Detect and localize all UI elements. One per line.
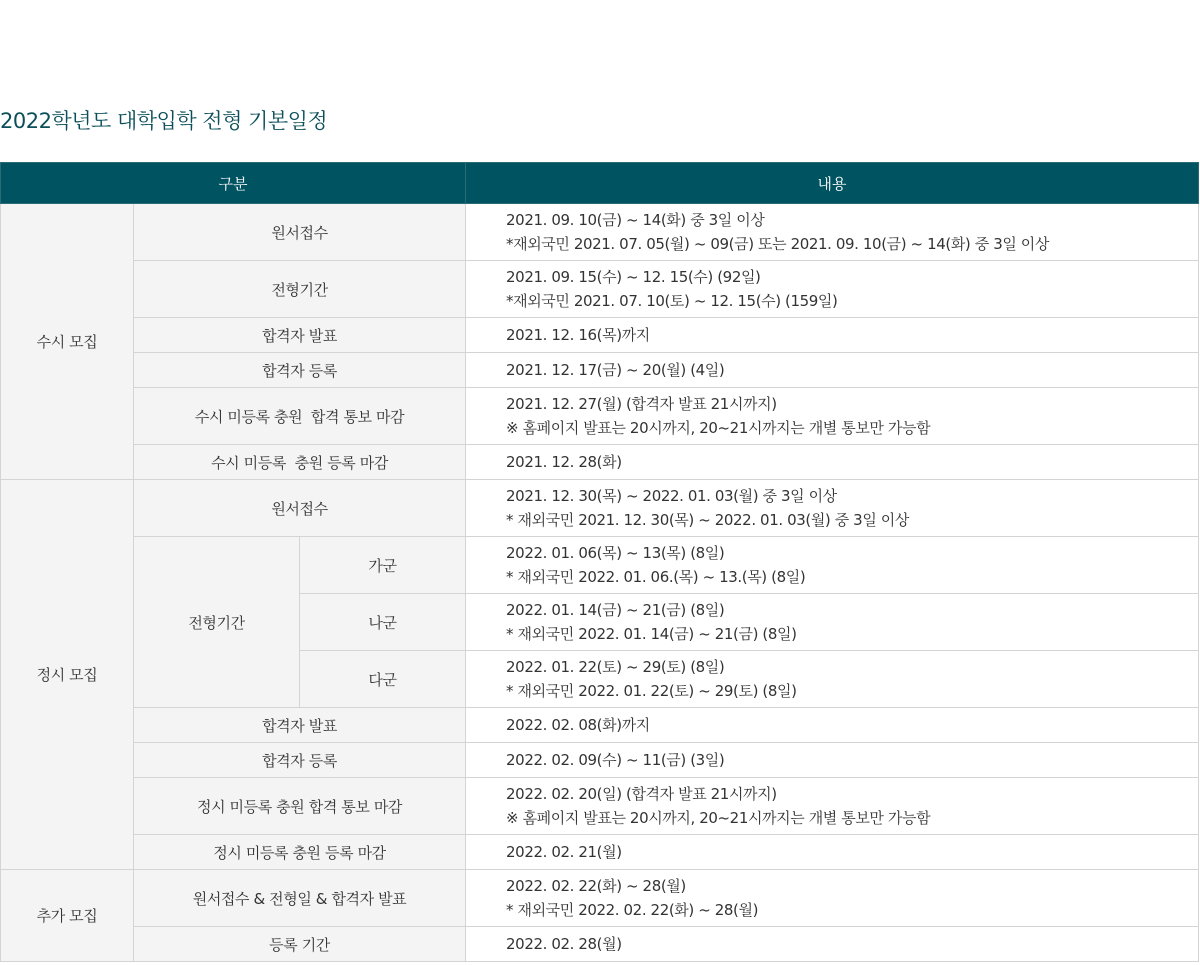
item-content	[466, 388, 1199, 445]
content-line: 2021. 09. 10(금) ~ 14(화) 중 3일 이상	[506, 211, 765, 229]
content-line: 2021. 12. 30(목) ~ 2022. 01. 03(월) 중 3일 이상	[506, 487, 837, 505]
content-line: *재외국민 2021. 07. 05(월) ~ 09(금) 또는 2021. 09. 10(금) ~ 14(화) 중 3일 이상	[506, 235, 1049, 253]
table-row	[1, 708, 1199, 743]
content-line: 2022. 02. 08(화)까지	[506, 716, 650, 734]
content-line: 2022. 02. 21(월)	[506, 843, 622, 861]
content-line: 2022. 01. 14(금) ~ 21(금) (8일)	[506, 601, 725, 619]
item-content	[466, 261, 1199, 318]
group-label: 가군	[300, 537, 466, 594]
table-row	[1, 743, 1199, 778]
content-line: 2022. 02. 09(수) ~ 11(금) (3일)	[506, 751, 725, 769]
group-label: 다군	[300, 651, 466, 708]
item-content	[466, 594, 1199, 651]
content-line: 2022. 02. 28(월)	[506, 935, 622, 953]
category-jeongsi: 정시 모집	[1, 480, 134, 870]
item-content	[466, 835, 1199, 870]
item-label: 원서접수	[134, 204, 466, 261]
item-label: 합격자 등록	[134, 353, 466, 388]
table-row	[1, 778, 1199, 835]
item-label: 등록 기간	[134, 927, 466, 962]
item-content	[466, 927, 1199, 962]
content-line: ※ 홈페이지 발표는 20시까지, 20~21시까지는 개별 통보만 가능함	[506, 419, 931, 437]
table-row	[1, 927, 1199, 962]
content-line: * 재외국민 2022. 02. 22(화) ~ 28(월)	[506, 901, 759, 919]
table-row	[1, 318, 1199, 353]
table-row	[1, 353, 1199, 388]
content-line: *재외국민 2021. 07. 10(토) ~ 12. 15(수) (159일)	[506, 292, 838, 310]
content-line: 2022. 01. 22(토) ~ 29(토) (8일)	[506, 658, 725, 676]
item-label: 수시 미등록 충원 등록 마감	[134, 445, 466, 480]
item-content	[466, 778, 1199, 835]
content-line: * 재외국민 2021. 12. 30(목) ~ 2022. 01. 03(월) 중 3일 이상	[506, 511, 909, 529]
table-row	[1, 870, 1199, 927]
content-line: * 재외국민 2022. 01. 14(금) ~ 21(금) (8일)	[506, 625, 797, 643]
content-line: 2021. 09. 15(수) ~ 12. 15(수) (92일)	[506, 268, 761, 286]
content-line: 2021. 12. 16(목)까지	[506, 326, 650, 344]
item-label: 수시 미등록 충원 합격 통보 마감	[134, 388, 466, 445]
content-line: 2022. 01. 06(목) ~ 13(목) (8일)	[506, 544, 725, 562]
item-label: 원서접수 & 전형일 & 합격자 발표	[134, 870, 466, 927]
table-row	[1, 204, 1199, 261]
category-susi: 수시 모집	[1, 204, 134, 480]
header-division: 구분	[1, 163, 466, 204]
item-label: 원서접수	[134, 480, 466, 537]
item-label: 합격자 발표	[134, 708, 466, 743]
table-row	[1, 261, 1199, 318]
content-line: * 재외국민 2022. 01. 22(토) ~ 29(토) (8일)	[506, 682, 797, 700]
item-label: 합격자 등록	[134, 743, 466, 778]
item-content	[466, 318, 1199, 353]
table-row	[1, 480, 1199, 537]
page-title: 2022학년도 대학입학 전형 기본일정	[0, 109, 328, 133]
table-row	[1, 388, 1199, 445]
content-line: 2022. 02. 22(화) ~ 28(월)	[506, 877, 686, 895]
item-content	[466, 445, 1199, 480]
item-label: 전형기간	[134, 261, 466, 318]
content-line: 2021. 12. 28(화)	[506, 453, 622, 471]
header-content: 내용	[466, 163, 1199, 204]
item-content	[466, 651, 1199, 708]
admission-schedule-table	[0, 162, 1199, 962]
table-row	[1, 445, 1199, 480]
item-content	[466, 353, 1199, 388]
content-line: 2022. 02. 20(일) (합격자 발표 21시까지)	[506, 785, 777, 803]
item-content	[466, 870, 1199, 927]
content-line: 2021. 12. 17(금) ~ 20(월) (4일)	[506, 361, 725, 379]
table-row	[1, 835, 1199, 870]
item-label-screening: 전형기간	[134, 537, 300, 708]
item-label: 정시 미등록 충원 등록 마감	[134, 835, 466, 870]
item-content	[466, 480, 1199, 537]
item-label: 정시 미등록 충원 합격 통보 마감	[134, 778, 466, 835]
category-chuga: 추가 모집	[1, 870, 134, 962]
item-content	[466, 204, 1199, 261]
item-content	[466, 537, 1199, 594]
item-content	[466, 708, 1199, 743]
item-content	[466, 743, 1199, 778]
table-row	[1, 537, 1199, 594]
table-header-row	[1, 163, 1199, 204]
group-label: 나군	[300, 594, 466, 651]
content-line: * 재외국민 2022. 01. 06.(목) ~ 13.(목) (8일)	[506, 568, 806, 586]
content-line: 2021. 12. 27(월) (합격자 발표 21시까지)	[506, 395, 777, 413]
item-label: 합격자 발표	[134, 318, 466, 353]
content-line: ※ 홈페이지 발표는 20시까지, 20~21시까지는 개별 통보만 가능함	[506, 809, 931, 827]
